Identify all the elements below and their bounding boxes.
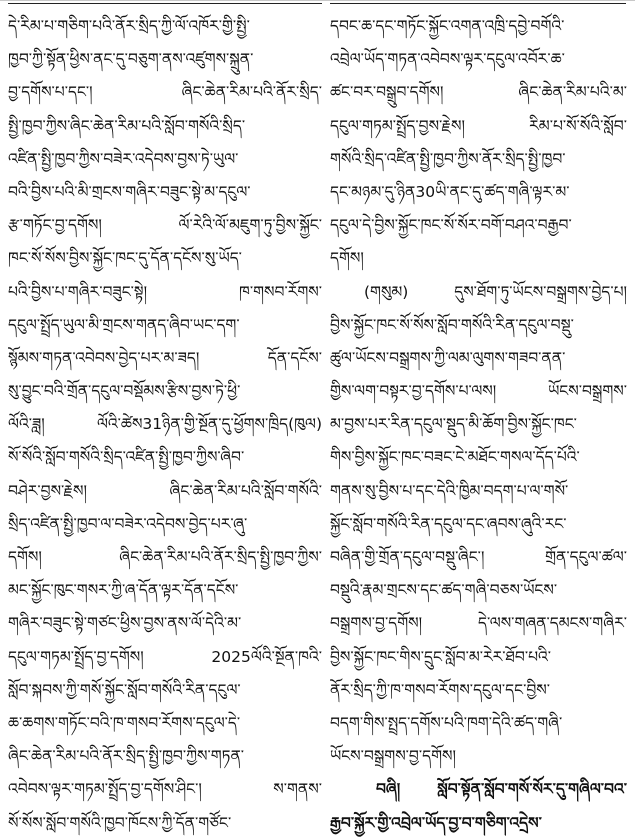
text-line: བསྒྲགས་བྱ་དགོས། དེ་ལས་གཞན་དམངས་གཞིར་ — [330, 614, 627, 633]
text-line: འབེབས་ལྟར་གཏམ་སྤྲོད་བྱ་དགོས་ཤིང་། ས་གནས་ — [8, 780, 322, 799]
section-heading-four: བཞི། སློབ་སྟོན་སློབ་གསོ་སོར་དུ་གཞིལ་བའ་ — [376, 780, 627, 799]
left-text-column — [8, 10, 322, 840]
text-line: མང་སྐྱོང་ཁུང་གསར་ཀྱི་ཞ་དོན་ལྟར་དོན་དངོས་ — [8, 581, 239, 600]
text-line: འབྲེལ་ཡོད་གཏན་འབེབས་ལྟར་དངུལ་འབོར་ཆ་ — [330, 50, 565, 69]
text-line: སོ་སོའི་སློབ་གསོའི་སྲིད་འཛིན་སྤྱི་ཁྱབ་ཀྱིས་ཞིབ་ — [8, 448, 245, 467]
text-line: ཁྱབ་ཀྱི་སྟོན་ཕྱིས་ནང་དུ་བཅུག་ནས་འཛུགས་སྐྲུན་ — [8, 50, 254, 69]
text-line: དང་མཉམ་དུ་ཉིན30ཡི་ནང་དུ་ཚད་གཞི་ལྟར་མ་ — [330, 182, 570, 201]
text-line: ཚང་བར་བསྒྲུབ་དགོས། ཞིང་ཆེན་རིམ་པའི་མ་ — [330, 83, 627, 102]
text-line: དངུལ་སྤྲོད་ཡུལ་མི་གྲངས་གནད་ཞིབ་ཡང་དག་ — [8, 315, 240, 334]
page-top-border — [0, 0, 635, 1]
text-line: དེ་རིམ་པ་གཅིག་པའི་ནོར་སྲིད་ཀྱི་ལོ་འཁོར་གྱི་སྤྱི་ — [8, 17, 250, 35]
section-heading-four-continued: རྒྱབ་སྐྱོར་གྱི་འབྲེལ་ཡོད་བྱ་བ་གཅིག་འདྲེས་ — [330, 813, 542, 832]
text-line: བྱིས་སྐྱོང་ཁང་གིས་དྲུང་སློབ་མ་རེར་ཐོབ་པའི་ — [330, 647, 552, 666]
text-line: མ་བྱས་པར་རིན་དངུལ་སྡུད་མི་ཆོག་བྱིས་སྐྱོང་ཁང་ — [330, 415, 577, 434]
text-line: ཚུལ་ཡོངས་བསྒྲགས་ཀྱི་ལམ་ལུགས་གཟབ་ནན་ — [330, 348, 566, 367]
text-line: དངུལ་གཏམ་སྤྲོད་བྱ་དགོས། 2025ལོའི་སྔོན་ཁའི་ — [8, 647, 322, 666]
text-line: དངུལ་དེ་བྱིས་སྐྱོང་ཁང་སོ་སོར་བགོ་བཤའ་བརྒྱབ་ — [330, 216, 572, 235]
text-line: གནས་སུ་བྱིས་པ་དང་དེའི་ཁྱིམ་བདག་པ་ལ་གསོ་ — [330, 481, 569, 500]
paragraph-end-line: དགོས། — [330, 249, 364, 268]
text-line: ནོར་སྲིད་ཀྱི་ཁ་གསབ་རོགས་དངུལ་དང་བྱིས་ — [330, 680, 551, 699]
text-line: པའི་བྱིས་པ་གཞིར་བཟུང་སྟེ། ཁ་གསབ་རོགས་ — [8, 282, 322, 301]
section-heading-three: (གསུམ) དུས་ཐོག་ཏུ་ཡོངས་བསྒྲགས་བྱེད་པ། — [364, 282, 627, 301]
text-line: སྤྱི་ཁྱབ་ཀྱིས་ཞིང་ཆེན་རིམ་པའི་སློབ་གསོའི་སྲིད་ — [8, 116, 246, 135]
text-line: སྲིད་འཛིན་སྤྱི་ཁྱབ་ལ་བཟེར་འདེབས་བྱེད་པར་ཞུ་ — [8, 514, 248, 533]
text-line: ཞིང་ཆེན་རིམ་པའི་ནོར་སྲིད་སྤྱི་ཁྱབ་ཀྱིས་གཏན་ — [8, 747, 245, 766]
text-line: སྐྱོང་སློབ་གསོའི་རིན་དངུལ་དང་ཞབས་ཞུའི་རང་ — [330, 514, 567, 533]
text-line: བདག་གིས་སྤྲད་དགོས་པའི་ཁག་དེའི་ཚད་གཞི་ — [330, 713, 563, 732]
text-line: བསྡུའི་རྣམ་གྲངས་དང་ཚད་གཞི་བཅས་ཡོངས་ — [330, 581, 558, 600]
text-line: གསོའི་སྲིད་འཛིན་སྤྱི་ཁྱབ་ཀྱིས་ནོར་སྲིད་སྤྱི་ཁྱབ་ — [330, 149, 566, 168]
left-column-rule — [8, 3, 322, 4]
text-line: བཤེར་བྱས་རྗེས། ཞིང་ཆེན་རིམ་པའི་སློབ་གསོའི་ — [8, 481, 322, 500]
text-line: བྱ་དགོས་པ་དང་། ཞིང་ཆེན་རིམ་པའི་ནོར་སྲིད་ — [8, 83, 322, 102]
text-line: བཞིན་གྱི་གྲོན་དངུལ་བསྡུ་ཞིང་། གྲོན་དངུལ་ཚལ་ — [330, 548, 627, 566]
right-column-rule — [330, 3, 626, 4]
text-line: སུ་བྱུང་བའི་གྲོན་དངུལ་བསྡོམས་རྩིས་བྱས་ཏེ་ཕྱི་ — [8, 382, 241, 401]
text-line: སྙོམས་གཏན་འབེབས་བྱེད་པར་མ་ཟད། དོན་དངོས་ — [8, 348, 322, 367]
text-line: དགོས། ཞིང་ཆེན་རིམ་པའི་ནོར་སྲིད་སྤྱི་ཁྱབ་ཀྱིས་ — [8, 548, 322, 566]
text-line: རྩ་གཏོང་བྱ་དགོས། ལོ་རེའི་ལོ་མཇུག་ཏུ་བྱིས་སྐྱོང་ — [8, 216, 322, 235]
text-line: གཞིར་བཟུང་སྟེ་གཙང་ཕྱིས་བྱས་ནས་ལོ་དེའི་མ་ — [8, 614, 242, 633]
text-line: བྱིས་སྐྱོང་ཁང་སོ་སོས་སློབ་གསོའི་རིན་དངུལ་བསྡུ་ — [330, 315, 574, 334]
text-line: གིས་བྱིས་སྐྱོང་ཁང་བཟང་ངེ་མཐོང་གསལ་དོད་པོའི་ — [330, 448, 580, 467]
text-line: སློབ་སྐབས་ཀྱི་གསོ་སྐྱོང་སློབ་གསོའི་རིན་དངུལ་ — [8, 680, 241, 699]
text-line: གྱིས་ལག་བསྟར་བྱ་དགོས་པ་ལས། ཡོངས་བསྒྲགས་ — [330, 382, 627, 401]
text-line: ཆ་ཆགས་གཏོང་བའི་ཁ་གསབ་རོགས་དངུལ་དེ་ — [8, 713, 241, 732]
text-line: ལོའི་ཟླ། ལོའི་ཚེས31ཉིན་གྱི་སྔོན་དུ་ཕྱོགས་ཁྲིད(ཁུལ) — [8, 415, 322, 434]
right-text-column — [330, 10, 627, 840]
text-line: སོ་སོས་སློབ་གསོའི་ཁྱབ་ཁོངས་ཀྱི་དོན་གཙོང་ — [8, 813, 232, 832]
text-line: ཁང་སོ་སོས་བྱིས་སྐྱོང་ཁང་དུ་དོན་དངོས་སུ་ཡོད་ — [8, 249, 242, 268]
text-line: འཛིན་སྤྱི་ཁྱབ་ཀྱིས་བཟེར་འདེབས་བྱས་ཏེ་ཡུལ་ — [8, 149, 239, 168]
text-line: དབང་ཆ་དང་གཏོང་སྐྱོང་འགན་འཁྲི་དབྱེ་བགོའི་ — [330, 17, 565, 35]
text-line: བའི་བྱིས་པའི་མི་གྲངས་གཞིར་བཟུང་སྟེ་མ་དངུལ་ — [8, 182, 251, 201]
paragraph-end-line: ཡོངས་བསྒྲགས་བྱ་དགོས། — [330, 747, 456, 766]
text-line: དངུལ་གཏམ་སྤྲོད་བྱས་རྗེས། རིམ་པ་སོ་སོའི་སློབ་ — [330, 116, 627, 135]
